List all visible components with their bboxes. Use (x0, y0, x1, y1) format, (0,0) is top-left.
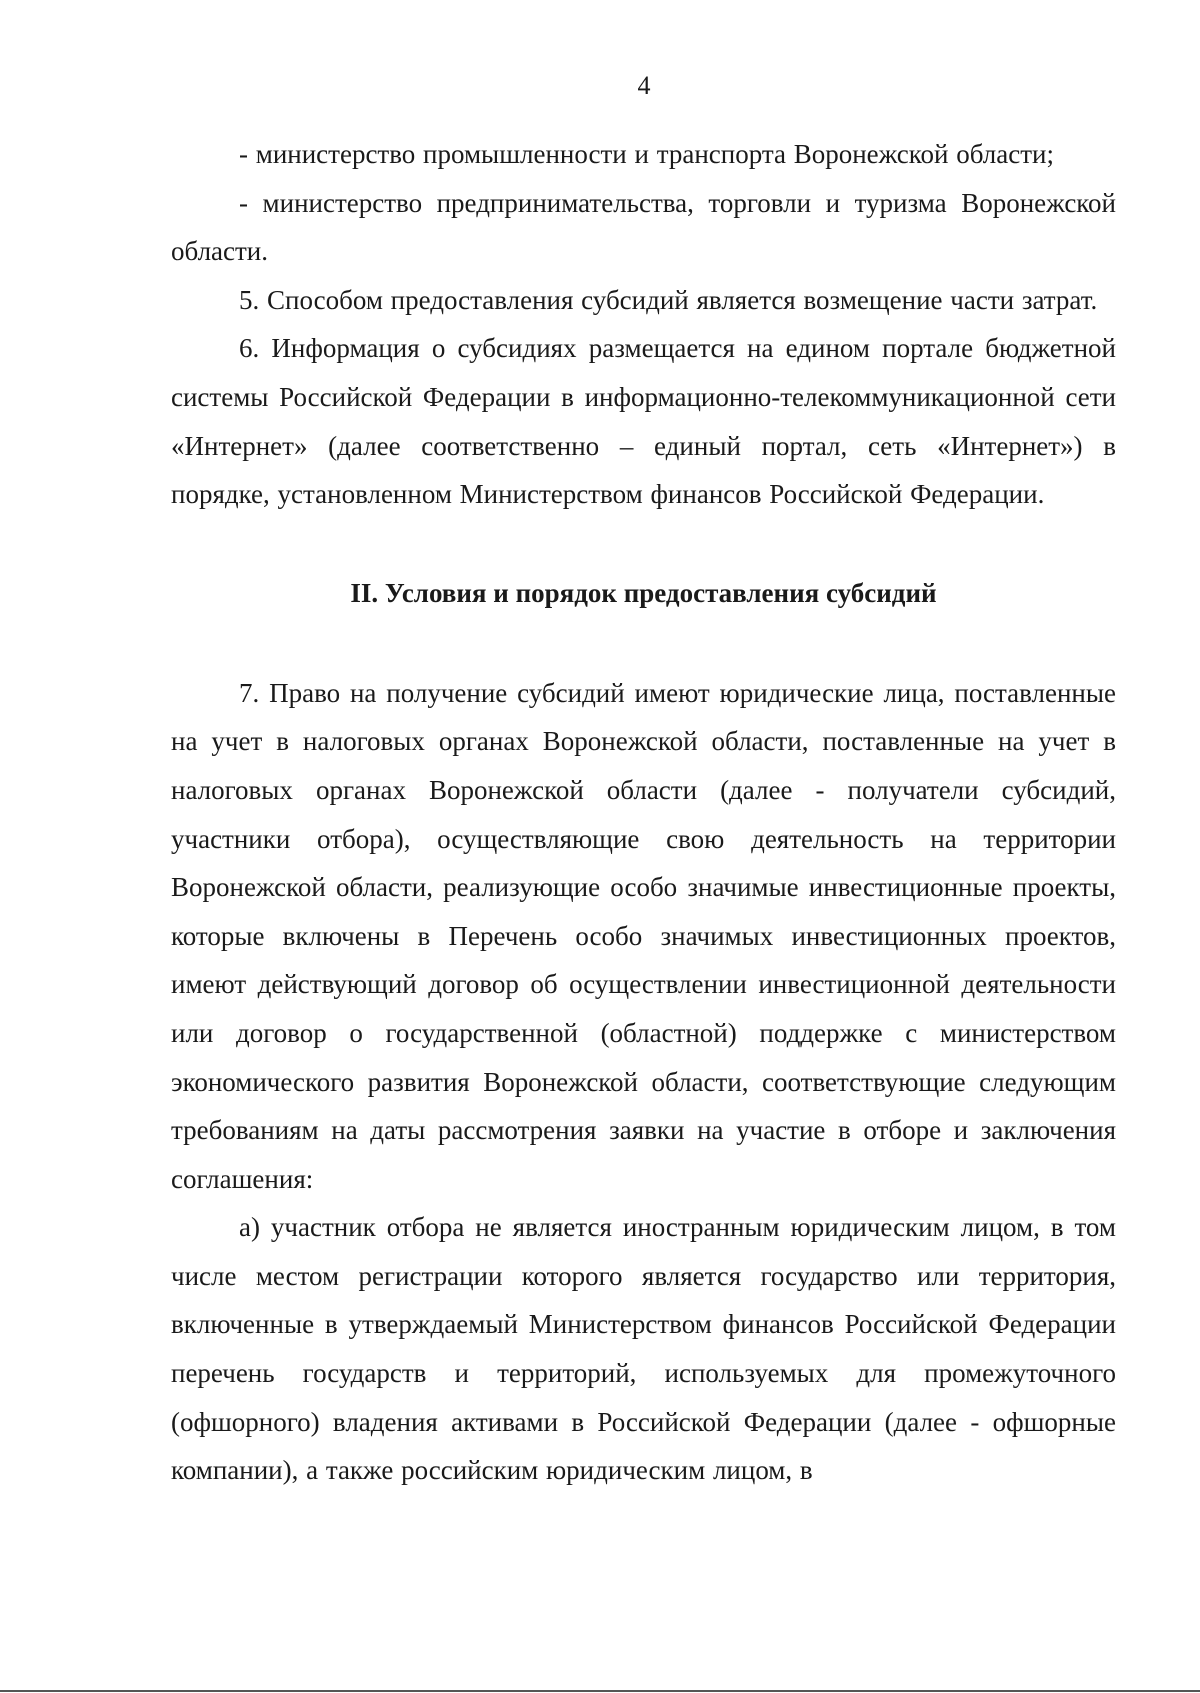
paragraph-7-right: 7. Право на получение субсидий имеют юридические лица, поставленные на учет в налоговых органах Воронежской области, поставленные на учет в налоговых органах Воронежской области (далее - получатели субсидий, участники отбора), осуществляющие свою деятельность на территории Воронежской области, реализующие особо значимые инвестиционные проекты, которые включены в Перечень особо значимых инвестиционных проектов, имеют действующий договор об осуществлении инвестиционной деятельности или договор о государственной (областной) поддержке с министерством экономического развития Воронежской области, соответствующие следующим требованиям на даты рассмотрения заявки на участие в отборе и заключения соглашения: (171, 677, 1116, 1194)
paragraph-7a-participant: а) участник отбора не является иностранным юридическим лицом, в том числе местом регистрации которого является государство или территория, включенные в утверждаемый Министерством финансов Российской Федерации перечень государств и территорий, используемых для промежуточного (офшорного) владения активами в Российской Федерации (далее - офшорные компании), а также российским юридическим лицом, в (171, 1212, 1116, 1486)
paragraph-ministry-industry: - министерство промышленности и транспорта Воронежской области; (239, 139, 1054, 169)
page-bottom-rule (0, 1690, 1200, 1692)
paragraph-6-information: 6. Информация о субсидиях размещается на едином портале бюджетной системы Российской Федерации в информационно-телекоммуникационной сети «Интернет» (далее соответственно – единый портал, сеть «Интернет») в порядке, установленном Министерством финансов Российской Федерации. (171, 333, 1116, 510)
paragraph-ministry-entrepreneurship: - министерство предпринимательства, торговли и туризма Воронежской области. (171, 187, 1116, 267)
page-number: 4 (637, 71, 651, 100)
paragraph-5-method: 5. Способом предоставления субсидий является возмещение части затрат. (239, 284, 1098, 315)
document-body (171, 130, 1116, 1495)
section-title: II. Условия и порядок предоставления субсидий (350, 577, 937, 608)
